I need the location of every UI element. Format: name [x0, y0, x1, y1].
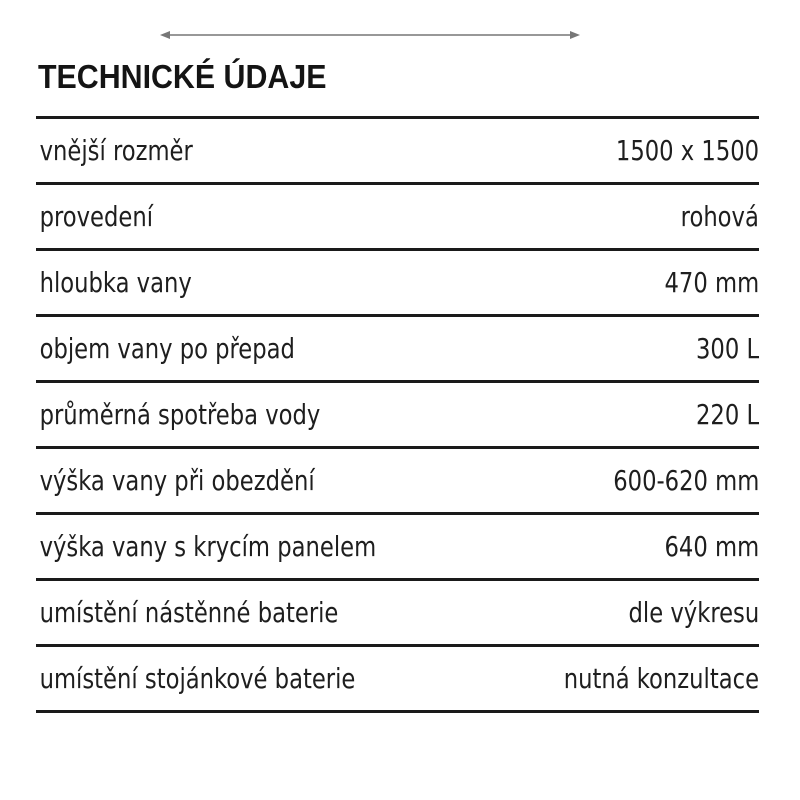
spec-label: vnější rozměr [39, 134, 193, 167]
spec-row [36, 185, 759, 251]
spec-row [36, 383, 759, 449]
spec-value: 220 L [695, 398, 759, 431]
spec-value: 1500 x 1500 [615, 134, 759, 167]
spec-value: rohová [680, 200, 759, 233]
spec-value: 640 mm [664, 530, 759, 563]
spec-value: 600-620 mm [612, 464, 759, 497]
spec-label: výška vany při obezdění [39, 464, 315, 497]
spec-row [36, 119, 759, 185]
spec-row [36, 251, 759, 317]
dimension-arrow-icon [160, 30, 580, 40]
page-title: TECHNICKÉ ÚDAJE [38, 58, 327, 95]
spec-label: výška vany s krycím panelem [39, 530, 377, 563]
spec-value: 470 mm [664, 266, 759, 299]
spec-label: průměrná spotřeba vody [39, 398, 321, 431]
spec-label: hloubka vany [39, 266, 192, 299]
spec-label: provedení [39, 200, 154, 233]
spec-row [36, 647, 759, 713]
spec-label: umístění stojánkové baterie [39, 662, 356, 695]
spec-row [36, 515, 759, 581]
spec-table [36, 119, 759, 713]
spec-row [36, 581, 759, 647]
spec-value: 300 L [695, 332, 759, 365]
spec-label: objem vany po přepad [39, 332, 295, 365]
spec-label: umístění nástěnné baterie [39, 596, 339, 629]
spec-value: dle výkresu [628, 596, 759, 629]
spec-row [36, 449, 759, 515]
spec-value: nutná konzultace [563, 662, 759, 695]
spec-row [36, 317, 759, 383]
